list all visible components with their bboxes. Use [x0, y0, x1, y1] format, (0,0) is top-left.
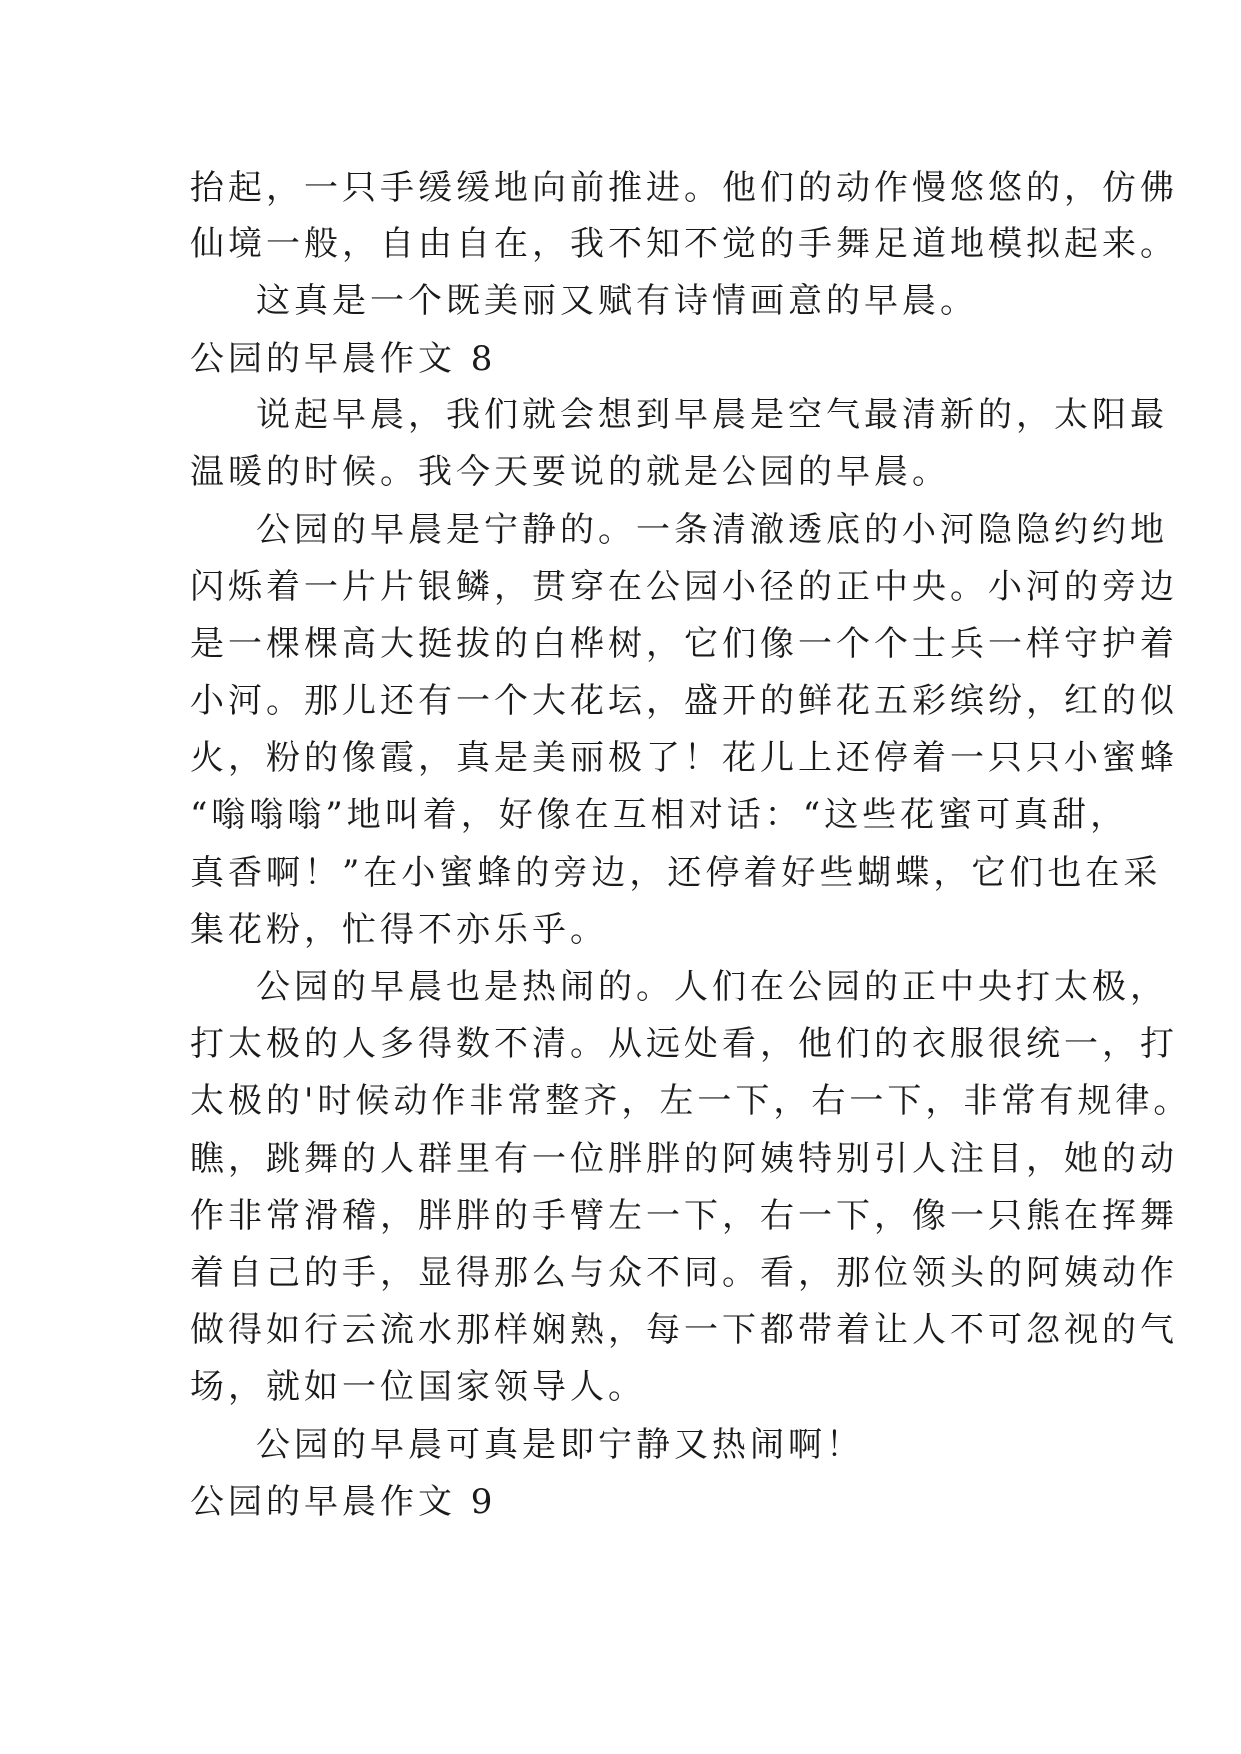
paragraph-line: 仙境一般，自由自在，我不知不觉的手舞足道地模拟起来。 [190, 224, 1178, 264]
paragraph-line: 温暖的时候。我今天要说的就是公园的早晨。 [190, 452, 950, 492]
paragraph-line: 公园的早晨是宁静的。一条清澈透底的小河隐隐约约地 [256, 510, 1168, 550]
paragraph-line: 闪烁着一片片银鳞，贯穿在公园小径的正中央。小河的旁边 [190, 567, 1178, 607]
paragraph-line: “嗡嗡嗡”地叫着，好像在互相对话：“这些花蜜可真甜， [190, 795, 1129, 835]
paragraph-line: 火，粉的像霞，真是美丽极了！花儿上还停着一只只小蜜蜂 [190, 738, 1178, 778]
paragraph-line: 是一棵棵高大挺拔的白桦树，它们像一个个士兵一样守护着 [190, 624, 1178, 664]
paragraph-line: 集花粉，忙得不亦乐乎。 [190, 910, 608, 950]
paragraph-line: 太极的'时候动作非常整齐，左一下，右一下，非常有规律。 [190, 1081, 1192, 1121]
section-heading: 公园的早晨作文 9 [190, 1482, 497, 1522]
paragraph-line: 场，就如一位国家领导人。 [190, 1367, 646, 1407]
paragraph-line: 瞧，跳舞的人群里有一位胖胖的阿姨特别引人注目，她的动 [190, 1139, 1178, 1179]
section-heading: 公园的早晨作文 8 [190, 339, 497, 379]
paragraph-line: 真香啊！”在小蜜蜂的旁边，还停着好些蝴蝶，它们也在采 [190, 853, 1162, 893]
paragraph-line: 打太极的人多得数不清。从远处看，他们的衣服很统一，打 [190, 1024, 1178, 1064]
paragraph-line: 作非常滑稽，胖胖的手臂左一下，右一下，像一只熊在挥舞 [190, 1196, 1178, 1236]
paragraph-line: 公园的早晨可真是即宁静又热闹啊！ [256, 1425, 864, 1465]
paragraph-line: 做得如行云流水那样娴熟，每一下都带着让人不可忽视的气 [190, 1310, 1178, 1350]
paragraph-line: 公园的早晨也是热闹的。人们在公园的正中央打太极， [256, 967, 1168, 1007]
paragraph-line: 着自己的手，显得那么与众不同。看，那位领头的阿姨动作 [190, 1253, 1178, 1293]
paragraph-line: 小河。那儿还有一个大花坛，盛开的鲜花五彩缤纷，红的似 [190, 681, 1178, 721]
paragraph-line: 说起早晨，我们就会想到早晨是空气最清新的，太阳最 [256, 395, 1168, 435]
paragraph-line: 这真是一个既美丽又赋有诗情画意的早晨。 [256, 281, 978, 321]
paragraph-line: 抬起，一只手缓缓地向前推进。他们的动作慢悠悠的，仿佛 [190, 168, 1178, 208]
